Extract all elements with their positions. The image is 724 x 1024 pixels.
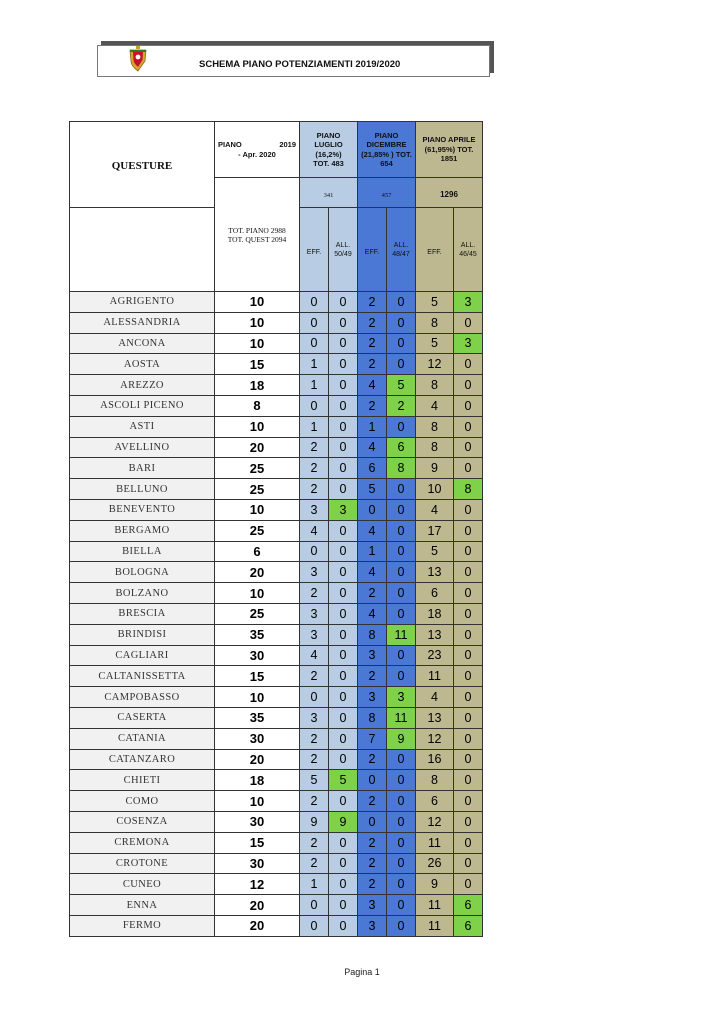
dicembre-all: 0 xyxy=(387,791,416,812)
luglio-all: 0 xyxy=(329,354,358,375)
dicembre-header: PIANO DICEMBRE (21,85% ) TOT. 654 xyxy=(358,122,416,178)
luglio-eff: 2 xyxy=(300,479,329,500)
luglio-eff: 0 xyxy=(300,895,329,916)
piano-value: 15 xyxy=(215,832,300,853)
piano-value: 35 xyxy=(215,707,300,728)
piano-value: 10 xyxy=(215,333,300,354)
questura-name: BRESCIA xyxy=(70,603,215,624)
table-row xyxy=(70,811,483,832)
table-row xyxy=(70,666,483,687)
luglio-all: 0 xyxy=(329,395,358,416)
questura-name: ANCONA xyxy=(70,333,215,354)
dicembre-all: 0 xyxy=(387,832,416,853)
dicembre-eff: 6 xyxy=(358,458,387,479)
luglio-all: 0 xyxy=(329,853,358,874)
table-row xyxy=(70,687,483,708)
luglio-all: 0 xyxy=(329,458,358,479)
dicembre-eff: 3 xyxy=(358,645,387,666)
table-row xyxy=(70,562,483,583)
aprile-eff: 13 xyxy=(416,624,454,645)
questura-name: COMO xyxy=(70,791,215,812)
dicembre-all: 0 xyxy=(387,499,416,520)
piano-value: 15 xyxy=(215,666,300,687)
luglio-all: 0 xyxy=(329,874,358,895)
aprile-eff: 12 xyxy=(416,354,454,375)
aprile-eff: 18 xyxy=(416,603,454,624)
luglio-eff: 0 xyxy=(300,915,329,936)
aprile-eff: 8 xyxy=(416,375,454,396)
dicembre-all: 0 xyxy=(387,479,416,500)
luglio-eff: 9 xyxy=(300,811,329,832)
aprile-eff: 5 xyxy=(416,292,454,313)
dicembre-eff: 3 xyxy=(358,687,387,708)
dicembre-all: 0 xyxy=(387,645,416,666)
questura-name: BRINDISI xyxy=(70,624,215,645)
aprile-all: 0 xyxy=(454,624,483,645)
luglio-eff: 0 xyxy=(300,687,329,708)
piano-header: PIANO 2019 - Apr. 2020 xyxy=(215,122,300,178)
luglio-eff: 2 xyxy=(300,437,329,458)
table-row xyxy=(70,292,483,313)
aprile-all: 6 xyxy=(454,895,483,916)
table-row xyxy=(70,479,483,500)
dicembre-all: 0 xyxy=(387,770,416,791)
dicembre-eff: 2 xyxy=(358,874,387,895)
potenziamenti-table xyxy=(69,121,483,937)
aprile-all: 0 xyxy=(454,666,483,687)
luglio-eff: 1 xyxy=(300,354,329,375)
luglio-count: 341 xyxy=(300,178,358,208)
questura-name: BIELLA xyxy=(70,541,215,562)
aprile-eff: 12 xyxy=(416,811,454,832)
page-title: SCHEMA PIANO POTENZIAMENTI 2019/2020 xyxy=(199,59,401,70)
luglio-all: 0 xyxy=(329,333,358,354)
questura-name: BERGAMO xyxy=(70,520,215,541)
table-row xyxy=(70,458,483,479)
aprile-all: 0 xyxy=(454,645,483,666)
questura-name: FERMO xyxy=(70,915,215,936)
piano-value: 20 xyxy=(215,562,300,583)
luglio-eff: 3 xyxy=(300,624,329,645)
questura-name: BOLZANO xyxy=(70,583,215,604)
luglio-eff: 2 xyxy=(300,832,329,853)
table-row xyxy=(70,853,483,874)
questura-name: AOSTA xyxy=(70,354,215,375)
aprile-header: PIANO APRILE (61,95%) TOT. 1851 xyxy=(416,122,483,178)
table-row xyxy=(70,541,483,562)
luglio-eff: 4 xyxy=(300,645,329,666)
questura-name: COSENZA xyxy=(70,811,215,832)
aprile-all: 0 xyxy=(454,312,483,333)
aprile-count: 1296 xyxy=(416,178,483,208)
luglio-all: 0 xyxy=(329,603,358,624)
luglio-all: 5 xyxy=(329,770,358,791)
dicembre-eff: 8 xyxy=(358,624,387,645)
aprile-eff: 9 xyxy=(416,874,454,895)
aprile-all: 0 xyxy=(454,562,483,583)
aprile-all: 0 xyxy=(454,375,483,396)
luglio-eff: 0 xyxy=(300,541,329,562)
dicembre-all: 0 xyxy=(387,895,416,916)
piano-value: 15 xyxy=(215,354,300,375)
dicembre-eff: 4 xyxy=(358,562,387,583)
aprile-all: 0 xyxy=(454,458,483,479)
questura-name: AREZZO xyxy=(70,375,215,396)
piano-value: 10 xyxy=(215,312,300,333)
dicembre-all: 0 xyxy=(387,333,416,354)
table-row xyxy=(70,603,483,624)
table-row xyxy=(70,645,483,666)
dicembre-eff: 5 xyxy=(358,479,387,500)
aprile-all: 0 xyxy=(454,687,483,708)
aprile-all: 0 xyxy=(454,853,483,874)
luglio-all: 0 xyxy=(329,645,358,666)
piano-value: 12 xyxy=(215,874,300,895)
dicembre-all: 0 xyxy=(387,541,416,562)
piano-value: 25 xyxy=(215,458,300,479)
aprile-all: 0 xyxy=(454,520,483,541)
dicembre-all: 0 xyxy=(387,520,416,541)
questura-name: ASTI xyxy=(70,416,215,437)
luglio-all: 0 xyxy=(329,520,358,541)
luglio-all: 9 xyxy=(329,811,358,832)
table-row xyxy=(70,707,483,728)
dicembre-eff: 2 xyxy=(358,354,387,375)
luglio-all: 0 xyxy=(329,583,358,604)
dicembre-all: 0 xyxy=(387,562,416,583)
questura-name: CAMPOBASSO xyxy=(70,687,215,708)
dicembre-all: 6 xyxy=(387,437,416,458)
dicembre-eff: 4 xyxy=(358,437,387,458)
aprile-eff: 17 xyxy=(416,520,454,541)
luglio-all: 0 xyxy=(329,416,358,437)
tot-header: TOT. PIANO 2988 TOT. QUEST 2094 xyxy=(215,178,300,292)
questura-name: CREMONA xyxy=(70,832,215,853)
dicembre-all: 11 xyxy=(387,624,416,645)
table-row xyxy=(70,915,483,936)
piano-value: 30 xyxy=(215,728,300,749)
aprile-eff: 8 xyxy=(416,312,454,333)
piano-value: 18 xyxy=(215,770,300,791)
luglio-all: 0 xyxy=(329,375,358,396)
piano-value: 25 xyxy=(215,603,300,624)
luglio-eff-header: EFF. xyxy=(300,208,329,292)
questura-name: AGRIGENTO xyxy=(70,292,215,313)
luglio-all: 0 xyxy=(329,624,358,645)
luglio-eff: 2 xyxy=(300,666,329,687)
table-row xyxy=(70,895,483,916)
luglio-all: 0 xyxy=(329,895,358,916)
luglio-all: 0 xyxy=(329,312,358,333)
questura-name: BELLUNO xyxy=(70,479,215,500)
dicembre-eff: 2 xyxy=(358,583,387,604)
piano-value: 6 xyxy=(215,541,300,562)
aprile-eff: 8 xyxy=(416,416,454,437)
luglio-all: 0 xyxy=(329,749,358,770)
luglio-eff: 2 xyxy=(300,853,329,874)
aprile-all: 0 xyxy=(454,395,483,416)
aprile-eff: 9 xyxy=(416,458,454,479)
piano-value: 18 xyxy=(215,375,300,396)
piano-value: 25 xyxy=(215,479,300,500)
questura-name: ASCOLI PICENO xyxy=(70,395,215,416)
luglio-all: 0 xyxy=(329,915,358,936)
aprile-eff: 26 xyxy=(416,853,454,874)
dicembre-all: 5 xyxy=(387,375,416,396)
luglio-eff: 0 xyxy=(300,312,329,333)
questure-header-spacer xyxy=(70,208,215,292)
dicembre-eff: 0 xyxy=(358,770,387,791)
aprile-eff: 23 xyxy=(416,645,454,666)
dicembre-all: 0 xyxy=(387,811,416,832)
luglio-all: 0 xyxy=(329,728,358,749)
luglio-eff: 1 xyxy=(300,416,329,437)
luglio-all: 3 xyxy=(329,499,358,520)
table-row xyxy=(70,520,483,541)
questura-name: CROTONE xyxy=(70,853,215,874)
luglio-all: 0 xyxy=(329,292,358,313)
aprile-all: 0 xyxy=(454,416,483,437)
dicembre-all: 0 xyxy=(387,666,416,687)
dicembre-eff: 8 xyxy=(358,707,387,728)
dicembre-all: 0 xyxy=(387,853,416,874)
luglio-eff: 4 xyxy=(300,520,329,541)
luglio-eff: 2 xyxy=(300,749,329,770)
luglio-all: 0 xyxy=(329,479,358,500)
piano-value: 30 xyxy=(215,645,300,666)
questura-name: CATANZARO xyxy=(70,749,215,770)
dicembre-all: 0 xyxy=(387,583,416,604)
dicembre-all: 9 xyxy=(387,728,416,749)
luglio-eff: 0 xyxy=(300,395,329,416)
aprile-eff: 12 xyxy=(416,728,454,749)
aprile-all: 0 xyxy=(454,832,483,853)
aprile-eff: 6 xyxy=(416,583,454,604)
questura-name: BENEVENTO xyxy=(70,499,215,520)
dicembre-all: 0 xyxy=(387,603,416,624)
luglio-all: 0 xyxy=(329,707,358,728)
aprile-all: 3 xyxy=(454,333,483,354)
dicembre-eff: 2 xyxy=(358,749,387,770)
questura-name: CAGLIARI xyxy=(70,645,215,666)
table-row xyxy=(70,395,483,416)
questura-name: CASERTA xyxy=(70,707,215,728)
aprile-eff: 10 xyxy=(416,479,454,500)
dicembre-all: 3 xyxy=(387,687,416,708)
questura-name: CATANIA xyxy=(70,728,215,749)
piano-value: 20 xyxy=(215,895,300,916)
luglio-eff: 2 xyxy=(300,583,329,604)
table-row xyxy=(70,583,483,604)
aprile-all: 0 xyxy=(454,791,483,812)
luglio-eff: 3 xyxy=(300,603,329,624)
aprile-all: 6 xyxy=(454,915,483,936)
aprile-all-header: ALL. 46/45 xyxy=(454,208,483,292)
aprile-all: 0 xyxy=(454,874,483,895)
luglio-all: 0 xyxy=(329,562,358,583)
luglio-eff: 3 xyxy=(300,499,329,520)
luglio-eff: 3 xyxy=(300,707,329,728)
aprile-all: 0 xyxy=(454,583,483,604)
dicembre-eff: 3 xyxy=(358,915,387,936)
piano-value: 8 xyxy=(215,395,300,416)
table-row xyxy=(70,375,483,396)
dicembre-eff: 4 xyxy=(358,603,387,624)
dicembre-all: 0 xyxy=(387,416,416,437)
table-row xyxy=(70,312,483,333)
aprile-eff: 5 xyxy=(416,541,454,562)
dicembre-all: 0 xyxy=(387,915,416,936)
questura-name: CHIETI xyxy=(70,770,215,791)
questura-name: BOLOGNA xyxy=(70,562,215,583)
table-row xyxy=(70,749,483,770)
piano-value: 20 xyxy=(215,437,300,458)
luglio-all: 0 xyxy=(329,687,358,708)
dicembre-eff: 2 xyxy=(358,395,387,416)
dicembre-eff: 2 xyxy=(358,292,387,313)
aprile-eff: 4 xyxy=(416,687,454,708)
dicembre-count: 457 xyxy=(358,178,416,208)
dicembre-eff: 2 xyxy=(358,333,387,354)
aprile-all: 3 xyxy=(454,292,483,313)
aprile-eff: 8 xyxy=(416,770,454,791)
aprile-all: 0 xyxy=(454,707,483,728)
aprile-eff: 11 xyxy=(416,895,454,916)
aprile-all: 0 xyxy=(454,499,483,520)
dicembre-all-header: ALL. 48/47 xyxy=(387,208,416,292)
aprile-eff: 8 xyxy=(416,437,454,458)
luglio-eff: 1 xyxy=(300,874,329,895)
piano-value: 30 xyxy=(215,811,300,832)
dicembre-eff: 3 xyxy=(358,895,387,916)
dicembre-eff: 7 xyxy=(358,728,387,749)
aprile-all: 0 xyxy=(454,354,483,375)
luglio-eff: 0 xyxy=(300,292,329,313)
aprile-eff: 11 xyxy=(416,832,454,853)
dicembre-eff: 4 xyxy=(358,520,387,541)
dicembre-eff: 2 xyxy=(358,666,387,687)
questure-header: QUESTURE xyxy=(70,122,215,208)
aprile-all: 0 xyxy=(454,749,483,770)
table-row xyxy=(70,437,483,458)
dicembre-eff: 4 xyxy=(358,375,387,396)
piano-value: 10 xyxy=(215,499,300,520)
aprile-eff: 11 xyxy=(416,666,454,687)
luglio-eff: 2 xyxy=(300,791,329,812)
aprile-all: 0 xyxy=(454,770,483,791)
dicembre-all: 0 xyxy=(387,312,416,333)
dicembre-eff: 0 xyxy=(358,499,387,520)
table-row xyxy=(70,416,483,437)
luglio-eff: 3 xyxy=(300,562,329,583)
luglio-all-header: ALL. 50/49 xyxy=(329,208,358,292)
dicembre-all: 0 xyxy=(387,749,416,770)
aprile-all: 0 xyxy=(454,603,483,624)
questura-name: CUNEO xyxy=(70,874,215,895)
luglio-all: 0 xyxy=(329,666,358,687)
aprile-all: 0 xyxy=(454,728,483,749)
table-row xyxy=(70,770,483,791)
table-row xyxy=(70,832,483,853)
piano-value: 20 xyxy=(215,749,300,770)
luglio-all: 0 xyxy=(329,832,358,853)
table-row xyxy=(70,333,483,354)
aprile-eff: 13 xyxy=(416,562,454,583)
dicembre-eff: 2 xyxy=(358,312,387,333)
aprile-all: 0 xyxy=(454,811,483,832)
piano-value: 30 xyxy=(215,853,300,874)
luglio-header: PIANO LUGLIO (16,2%) TOT. 483 xyxy=(300,122,358,178)
aprile-eff: 4 xyxy=(416,395,454,416)
dicembre-all: 0 xyxy=(387,354,416,375)
aprile-eff: 4 xyxy=(416,499,454,520)
questura-name: BARI xyxy=(70,458,215,479)
luglio-all: 0 xyxy=(329,437,358,458)
aprile-eff: 5 xyxy=(416,333,454,354)
dicembre-eff: 1 xyxy=(358,541,387,562)
piano-value: 10 xyxy=(215,292,300,313)
dicembre-eff-header: EFF. xyxy=(358,208,387,292)
dicembre-eff: 2 xyxy=(358,791,387,812)
dicembre-eff: 1 xyxy=(358,416,387,437)
piano-value: 10 xyxy=(215,687,300,708)
aprile-eff: 11 xyxy=(416,915,454,936)
dicembre-eff: 0 xyxy=(358,811,387,832)
questura-name: ENNA xyxy=(70,895,215,916)
questura-name: ALESSANDRIA xyxy=(70,312,215,333)
aprile-eff: 16 xyxy=(416,749,454,770)
dicembre-all: 2 xyxy=(387,395,416,416)
luglio-all: 0 xyxy=(329,541,358,562)
luglio-eff: 2 xyxy=(300,728,329,749)
dicembre-all: 11 xyxy=(387,707,416,728)
luglio-eff: 0 xyxy=(300,333,329,354)
piano-value: 10 xyxy=(215,791,300,812)
table-row xyxy=(70,354,483,375)
questura-name: AVELLINO xyxy=(70,437,215,458)
luglio-all: 0 xyxy=(329,791,358,812)
questura-name: CALTANISSETTA xyxy=(70,666,215,687)
table-row xyxy=(70,624,483,645)
dicembre-all: 8 xyxy=(387,458,416,479)
luglio-eff: 2 xyxy=(300,458,329,479)
page-footer: Pagina 1 xyxy=(344,967,380,977)
table-row xyxy=(70,728,483,749)
table-row xyxy=(70,874,483,895)
piano-value: 25 xyxy=(215,520,300,541)
luglio-eff: 5 xyxy=(300,770,329,791)
aprile-eff: 13 xyxy=(416,707,454,728)
dicembre-eff: 2 xyxy=(358,853,387,874)
aprile-eff-header: EFF. xyxy=(416,208,454,292)
piano-value: 35 xyxy=(215,624,300,645)
police-emblem-icon xyxy=(127,46,149,72)
piano-value: 20 xyxy=(215,915,300,936)
piano-value: 10 xyxy=(215,416,300,437)
aprile-all: 0 xyxy=(454,541,483,562)
dicembre-eff: 2 xyxy=(358,832,387,853)
table-row xyxy=(70,791,483,812)
dicembre-all: 0 xyxy=(387,874,416,895)
table-row xyxy=(70,499,483,520)
luglio-eff: 1 xyxy=(300,375,329,396)
aprile-eff: 6 xyxy=(416,791,454,812)
piano-value: 10 xyxy=(215,583,300,604)
aprile-all: 8 xyxy=(454,479,483,500)
dicembre-all: 0 xyxy=(387,292,416,313)
aprile-all: 0 xyxy=(454,437,483,458)
